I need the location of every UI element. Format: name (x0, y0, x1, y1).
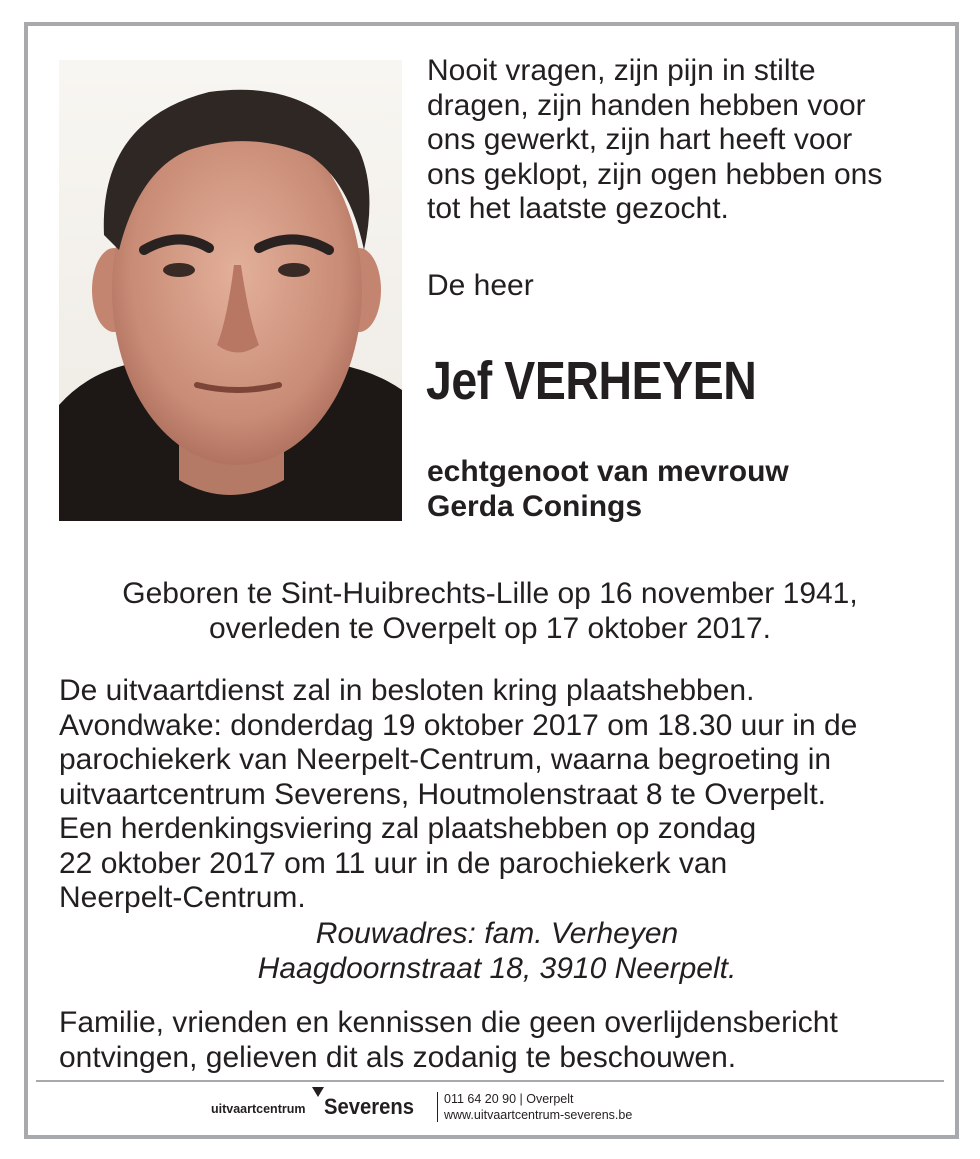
logo-prefix: uitvaartcentrum (211, 1102, 306, 1116)
footer-contact: 011 64 20 90 | Overpelt www.uitvaartcentrum-severens.be (444, 1092, 633, 1122)
footer-separator (437, 1092, 438, 1122)
deceased-name: Jef VERHEYEN (426, 351, 757, 411)
closing-note: Familie, vrienden en kennissen die geen overlijdensbericht ontvingen, gelieven dit als zodanig te beschouwen. (59, 1006, 838, 1074)
logo-arrow-icon (312, 1087, 324, 1097)
mourning-address: Rouwadres: fam. Verheyen Haagdoornstraat 18, 3910 Neerpelt. (257, 917, 737, 985)
funeral-home-logo (211, 1088, 431, 1124)
birth-death-dates: Geboren te Sint-Huibrechts-Lille op 16 november 1941, overleden te Overpelt op 17 oktober 2017. (122, 577, 858, 645)
footer-divider (36, 1080, 944, 1082)
portrait-photo (59, 60, 402, 521)
honorific: De heer (427, 269, 534, 302)
spouse-line: echtgenoot van mevrouw Gerda Conings (427, 455, 789, 523)
funeral-details: De uitvaartdienst zal in besloten kring plaatshebben. Avondwake: donderdag 19 oktober 2017 om 18.30 uur in de parochiekerk van Neerpelt-Centrum, waarna begroeting in uitvaartcentrum Severens, Houtmolenstraat 8 te Overpelt. Een herdenkingsviering zal plaatshebben op zondag 22 oktober 2017 om 11 uur in de parochiekerk van Neerpelt-Centrum. (59, 674, 858, 914)
poem-text: Nooit vragen, zijn pijn in stilte dragen, zijn handen hebben voor ons gewerkt, zijn hart heeft voor ons geklopt, zijn ogen hebben ons tot het laatste gezocht. (427, 54, 883, 225)
logo-name: Severens (324, 1094, 415, 1119)
